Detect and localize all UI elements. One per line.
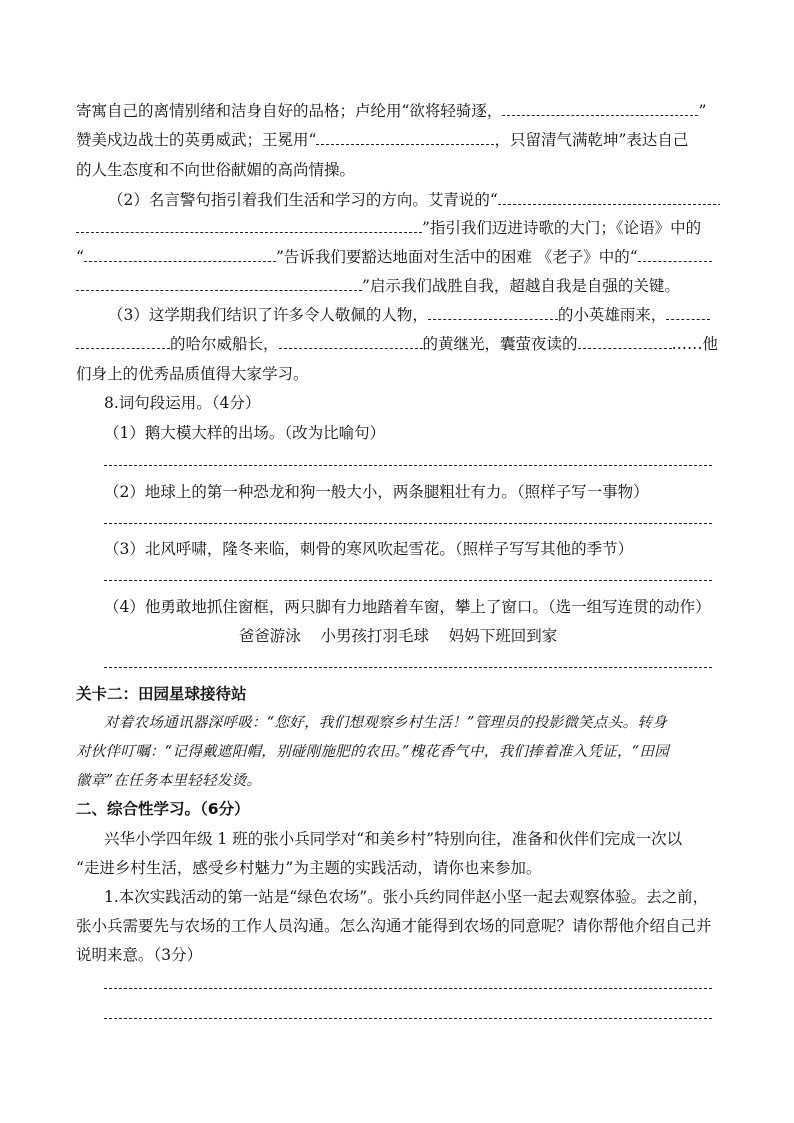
question-8-item-4: （4）他勇敢地抓住窗框，两只脚有力地踏着车窗，攀上了窗口。（选一组写连贯的动作）: [104, 598, 711, 616]
answer-blank[interactable]: [666, 305, 710, 320]
poem-line-2: [76, 130, 720, 150]
answer-blank[interactable]: [502, 101, 698, 116]
answer-blank[interactable]: [76, 276, 362, 291]
section-2-intro-2: “走进乡村生活，感受乡村魅力”为主题的实践活动，请你也来参加。: [76, 859, 542, 877]
level-2-title: 关卡二：田园星球接待站: [76, 685, 247, 703]
quote-question-line-1: [108, 190, 720, 210]
poem-line-1: [76, 101, 720, 121]
people-question-line-1: [108, 305, 720, 325]
text: ……他: [671, 335, 719, 353]
answer-line[interactable]: [104, 667, 712, 668]
text: ”指引我们迈进诗歌的大门；《论语》中的: [422, 219, 702, 237]
quote-question-line-4: [76, 276, 720, 296]
text: 寄寓自己的离情别绪和洁身自好的品格；卢纶用“欲将轻骑逐，: [76, 102, 503, 120]
answer-blank[interactable]: [316, 130, 494, 145]
answer-line[interactable]: [104, 988, 712, 989]
quote-question-line-2: [76, 218, 720, 238]
people-question-line-3: 们身上的优秀品质值得大家学习。: [76, 365, 309, 383]
section-2-question-1-line-3: 说明来意。（3分）: [76, 946, 203, 964]
story-line-2: 对伙伴叮嘱：“记得戴遮阳帽，别碰刚施肥的农田。”槐花香气中，我们捧着准入凭证，“田园: [76, 744, 670, 760]
text: “: [76, 248, 84, 266]
quote-question-line-3: [76, 247, 720, 267]
text: 的哈尔威船长，: [170, 335, 279, 353]
answer-line[interactable]: [104, 1018, 712, 1019]
section-2-title: 二、综合性学习。（6分）: [76, 800, 250, 818]
answer-blank[interactable]: [279, 334, 423, 349]
story-line-3: 徽章”在任务本里轻轻发烫。: [76, 773, 262, 789]
question-8-title: 8.词句段运用。（4分）: [104, 394, 261, 412]
answer-blank[interactable]: [498, 190, 720, 205]
text: 的黄继光，囊萤夜读的: [422, 335, 578, 353]
answer-line[interactable]: [104, 523, 712, 524]
text: ”告诉我们要豁达地面对生活中的困难 《老子》中的“: [275, 248, 638, 266]
text: （2）名言警句指引着我们生活和学习的方向。艾青说的“: [108, 191, 498, 209]
text: ”: [698, 102, 707, 120]
answer-line[interactable]: [104, 580, 712, 581]
section-2-question-1-line-2: 张小兵需要先与农场的工作人员沟通。怎么沟通才能得到农场的同意呢？请你帮他介绍自己并: [76, 917, 712, 935]
answer-line[interactable]: [104, 465, 712, 466]
question-8-options: 爸爸游泳 小男孩打羽毛球 妈妈下班回到家: [238, 627, 558, 645]
question-8-item-1: （1）鹅大模大样的出场。（改为比喻句）: [104, 424, 386, 442]
answer-blank[interactable]: [76, 218, 422, 233]
answer-blank[interactable]: [76, 334, 170, 349]
question-8-item-2: （2）地球上的第一种恐龙和狗一般大小，两条腿粗壮有力。（照样子写一事物）: [104, 483, 649, 501]
text: ”启示我们战胜自我，超越自我是自强的关键。: [362, 277, 680, 295]
people-question-line-2: [76, 334, 720, 354]
text: 的小英雄雨来，: [557, 306, 667, 324]
answer-blank[interactable]: [428, 305, 558, 320]
question-8-item-3: （3）北风呼啸，隆冬来临，刺骨的寒风吹起雪花。（照样子写写其他的季节）: [104, 540, 634, 558]
story-line-1: 对着农场通讯器深呼吸：“您好，我们想观察乡村生活！”管理员的投影微笑点头。转身: [104, 715, 668, 731]
text: 赞美戍边战士的英勇威武；王冕用“: [76, 131, 317, 149]
text: （3）这学期我们结识了许多令人敬佩的人物，: [108, 306, 428, 324]
answer-blank[interactable]: [578, 334, 672, 349]
section-2-intro-1: 兴华小学四年级 1 班的张小兵同学对“和美乡村”特别向往，准备和伙伴们完成一次以: [104, 830, 683, 848]
answer-blank[interactable]: [638, 247, 712, 262]
section-2-question-1-line-1: 1.本次实践活动的第一站是“绿色农场”。张小兵约同伴赵小坚一起去观察体验。去之前，: [104, 888, 709, 906]
poem-line-3: 的人生态度和不向世俗献媚的高尚情操。: [76, 161, 356, 179]
text: ，只留清气满乾坤”表达自己: [494, 131, 689, 149]
answer-blank[interactable]: [84, 247, 276, 262]
